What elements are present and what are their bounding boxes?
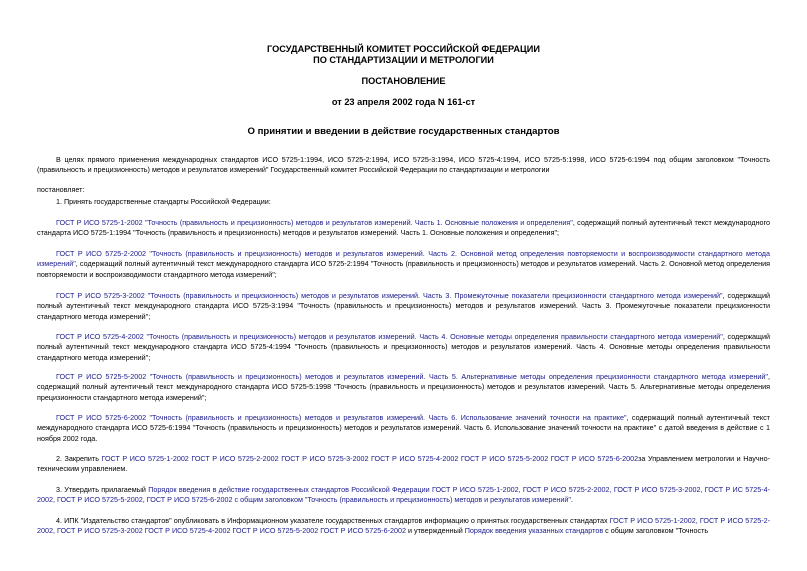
resolves-text: постановляет: — [37, 185, 85, 194]
standard-link[interactable]: ГОСТ Р ИСО 5725-4-2002 "Точность (правильность и прецизионность) методов и результатов измерений. Часть 4. Основные методы определения правильности стандартного метода измерений" — [56, 332, 723, 341]
item-3-suffix: . — [570, 495, 573, 505]
standard-link[interactable]: ГОСТ Р ИСО 5725-1-2002 "Точность (правильность и прецизионность) методов и результатов измерений. Часть 1. Основные положения и определения" — [56, 218, 573, 227]
standard-link[interactable]: ГОСТ Р ИСО 5725-3-2002 "Точность (правильность и прецизионность) методов и результатов измерений. Часть 3. Промежуточные показатели прецизионности стандартного метода измерений" — [56, 291, 723, 300]
standard-item — [37, 291, 770, 322]
standard-description: , содержащий полный аутентичный текст международного стандарта ИСО 5725-6:1994 "Точность (правильность и прецизионность) методов и результатов измерений. Часть 6. Использование значений точности на практике" с датой введения в действие с 1 ноября 2002 года. — [37, 413, 770, 443]
item-4-paragraph — [37, 516, 770, 537]
item-2-standard-links[interactable]: ГОСТ Р ИСО 5725-1-2002 ГОСТ Р ИСО 5725-2-2002 ГОСТ Р ИСО 5725-3-2002 ГОСТ Р ИСО 5725-4-2002 ГОСТ Р ИСО 5725-5-2002 ГОСТ Р ИСО 5725-6-2002 — [101, 454, 639, 463]
item-2-suffix: за Управлением метрологии и Научно-техническим управлением. — [37, 454, 770, 474]
standard-link[interactable]: ГОСТ Р ИСО 5725-6-2002 "Точность (правильность и прецизионность) методов и результатов измерений. Часть 6. Использование значений точности на практике" — [56, 413, 627, 422]
item-4-prefix: 4. ИПК "Издательство стандартов" опубликовать в Информационном указателе государственных стандартов информацию о принятых государственных стандартах — [56, 516, 610, 525]
standard-description: , содержащий полный аутентичный текст международного стандарта ИСО 5725-3:1994 "Точность (правильность и прецизионность) методов и результатов измерений. Часть 3. Промежуточные показатели прецизионности стандартного метода измерений"; — [37, 291, 770, 321]
intro-paragraph: В целях прямого применения международных стандартов ИСО 5725-1:1994, ИСО 5725-2:1994, ИСО 5725-3:1994, ИСО 5725-4:1994, ИСО 5725-5:1998, ИСО 5725-6:1994 под общим заголовком "Точность (правильность и прецизионность) методов и результатов измерений" Государственный комитет Российской Федерации по стандартизации и метрологии — [37, 155, 770, 175]
item-1-text: 1. Принять государственные стандарты Российской Федерации: — [56, 197, 271, 206]
standard-item — [37, 413, 770, 444]
item-3-prefix: 3. Утвердить прилагаемый — [56, 485, 149, 494]
item-4-procedure-link[interactable]: Порядок введения указанных стандартов — [464, 526, 604, 536]
standard-description: , содержащий полный аутентичный текст международного стандарта ИСО 5725-1:1994 "Точность (правильность и прецизионность) методов и результатов измерений. Часть 1. Основные положения и определения"; — [37, 218, 770, 238]
item-4-suffix: с общим заголовком "Точность — [603, 526, 709, 536]
standard-description: , содержащий полный аутентичный текст международного стандарта ИСО 5725-5:1998 "Точность (правильность и прецизионность) методов и результатов измерений. Часть 5. Альтернативные методы определения прецизионности стандартного метода измерений"; — [37, 372, 770, 402]
org-name-line2: ПО СТАНДАРТИЗАЦИИ И МЕТРОЛОГИИ — [313, 55, 494, 65]
standard-item — [37, 372, 770, 403]
org-name-line1: ГОСУДАРСТВЕННЫЙ КОМИТЕТ РОССИЙСКОЙ ФЕДЕРАЦИИ — [267, 44, 540, 54]
item-2-paragraph — [37, 454, 770, 475]
standard-item — [37, 249, 770, 280]
item-4-standard-links[interactable]: ГОСТ Р ИСО 5725-1-2002, ГОСТ Р ИСО 5725-2-2002, ГОСТ Р ИСО 5725-3-2002 ГОСТ Р ИСО 5725-4-2002 ГОСТ Р ИСО 5725-5-2002 ГОСТ Р ИСО 5725-6-2002 — [37, 516, 770, 536]
standard-description: , содержащий полный аутентичный текст международного стандарта ИСО 5725-4:1994 "Точность (правильность и прецизионность) методов и результатов измерений. Часть 4. Основные методы определения правильности стандартного метода измерений"; — [37, 332, 770, 362]
document-title: О принятии и введении в действие государственных стандартов — [247, 126, 560, 137]
standard-item — [37, 332, 770, 363]
document-date-number: от 23 апреля 2002 года N 161-ст — [331, 97, 476, 107]
item-3-procedure-link[interactable]: Порядок введения в действие государственных стандартов Российской Федерации ГОСТ Р ИСО 5725-1-2002, ГОСТ Р ИСО 5725-2-2002, ГОСТ Р ИСО 5725-3-2002, ГОСТ Р ИС 5725-4-2002, ГОСТ Р ИСО 5725-5-2002, ГОСТ Р ИСО 5725-6-2002 с общим заголовком "Точность (правильность и прецизионность) методов и результатов измерений" — [37, 485, 770, 505]
document-type: ПОСТАНОВЛЕНИЕ — [361, 76, 446, 86]
item-2-prefix: 2. Закрепить — [56, 454, 102, 463]
standard-link[interactable]: ГОСТ Р ИСО 5725-2-2002 "Точность (правильность и прецизионность) методов и результатов измерений. Часть 2. Основной метод определения повторяемости и воспроизводимости стандартного метода измерений" — [37, 249, 770, 269]
item-4-middle: и утвержденный — [406, 526, 465, 536]
standard-item — [37, 218, 770, 239]
item-3-paragraph — [37, 485, 770, 506]
standard-link[interactable]: ГОСТ Р ИСО 5725-5-2002 "Точность (правильность и прецизионность) методов и результатов измерений. Часть 5. Альтернативные методы определения прецизионности стандартного метода измерений" — [56, 372, 768, 381]
standard-description: , содержащий полный аутентичный текст международного стандарта ИСО 5725-2:1994 "Точность (правильность и прецизионность) методов и результатов измерений. Часть 2. Основной метод определения повторяемости и воспроизводимости стандартного метода измерений"; — [37, 259, 770, 279]
